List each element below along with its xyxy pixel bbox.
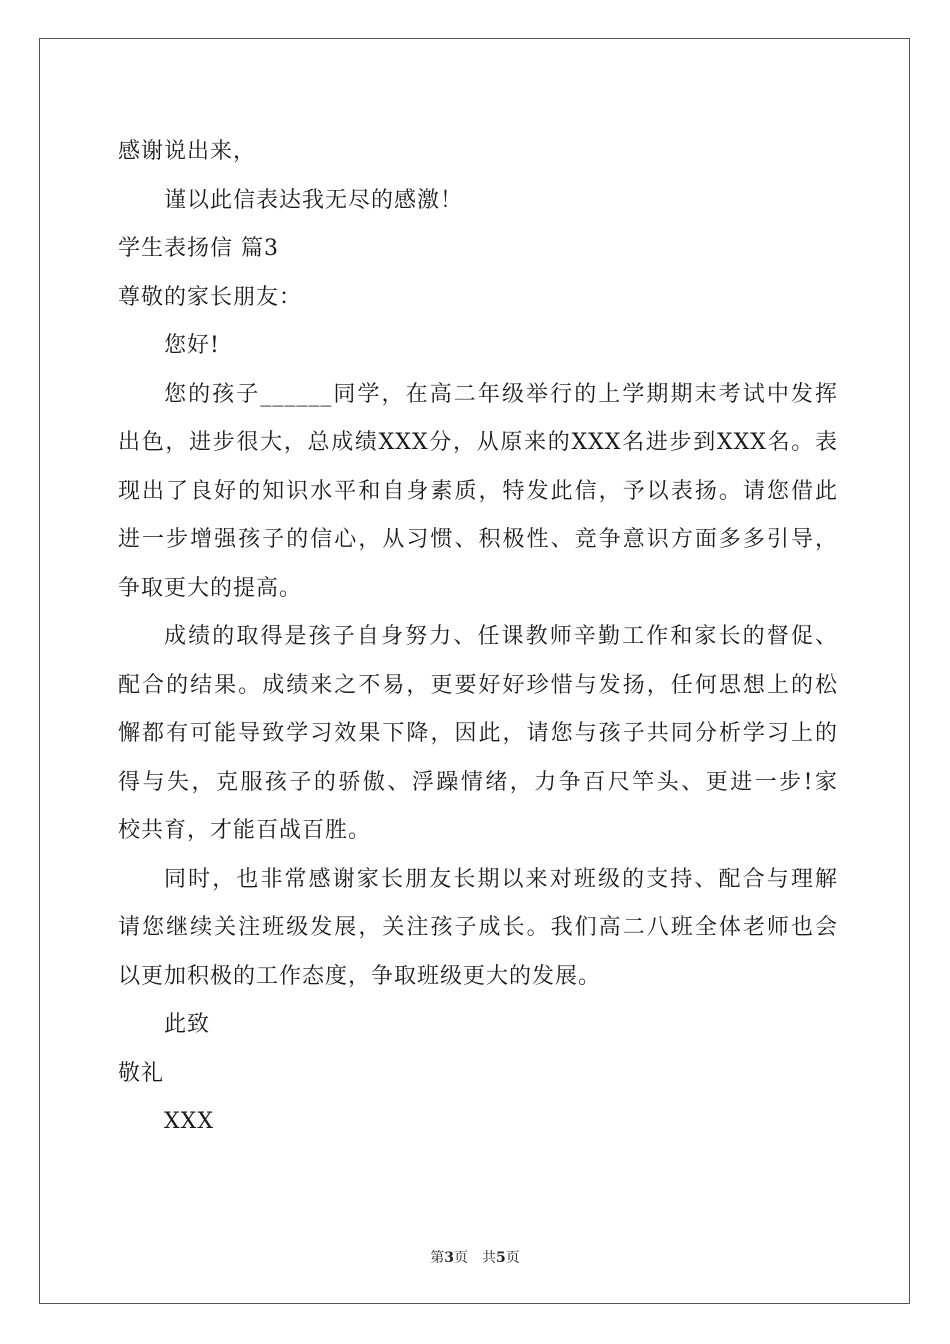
text-line: 同时，也非常感谢家长朋友长期以来对班级的支持、配合与理解 [164, 866, 838, 892]
text-line: 懈都有可能导致学习效果下降，因此，请您与孩子共同分析学习上的 [118, 721, 838, 746]
text-line: 以更加积极的工作态度，争取班级更大的发展。 [118, 963, 602, 989]
text-line: 进一步增强孩子的信心，从习惯、积极性、竞争意识方面多多引导， [118, 527, 838, 552]
text-line: 您的孩子______同学，在高二年级举行的上学期期末考试中发挥 [164, 381, 838, 407]
greeting: 您好! [164, 333, 220, 358]
page-mid: 页 共 [454, 1250, 496, 1266]
text-line: 成绩的取得是孩子自身努力、任课教师辛勤工作和家长的督促、 [164, 624, 838, 649]
signature: XXX [164, 1109, 214, 1134]
page-prefix: 第 [430, 1250, 445, 1266]
text-line: 争取更大的提高。 [118, 575, 303, 601]
text-line: 感谢说出来， [118, 139, 257, 164]
text-line: 配合的结果。成绩来之不易，更要好好珍惜与发扬，任何思想上的松 [118, 672, 838, 698]
section-heading: 学生表扬信 篇3 [118, 236, 279, 261]
text-line: 现出了良好的知识水平和自身素质，特发此信，予以表扬。请您借此 [118, 478, 838, 504]
text-line: 校共育，才能百战百胜。 [118, 818, 372, 843]
total-pages: 5 [496, 1250, 506, 1266]
page-number [0, 1247, 950, 1267]
text-line: 出色，进步很大，总成绩XXX分，从原来的XXX名进步到XXX名。表 [118, 430, 838, 455]
page-suffix: 页 [505, 1250, 520, 1266]
text-line: 得与失，克服孩子的骄傲、浮躁情绪，力争百尺竿头、更进一步!家 [118, 769, 838, 795]
salutation: 尊敬的家长朋友： [118, 284, 303, 310]
text-line: 谨以此信表达我无尽的感激！ [164, 187, 464, 213]
closing-salute: 敬礼 [118, 1060, 165, 1086]
current-page: 3 [444, 1250, 454, 1266]
letter-body [118, 128, 838, 1147]
text-line: 请您继续关注班级发展，关注孩子成长。我们高二八班全体老师也会 [118, 915, 838, 940]
closing-phrase: 此致 [164, 1012, 211, 1037]
